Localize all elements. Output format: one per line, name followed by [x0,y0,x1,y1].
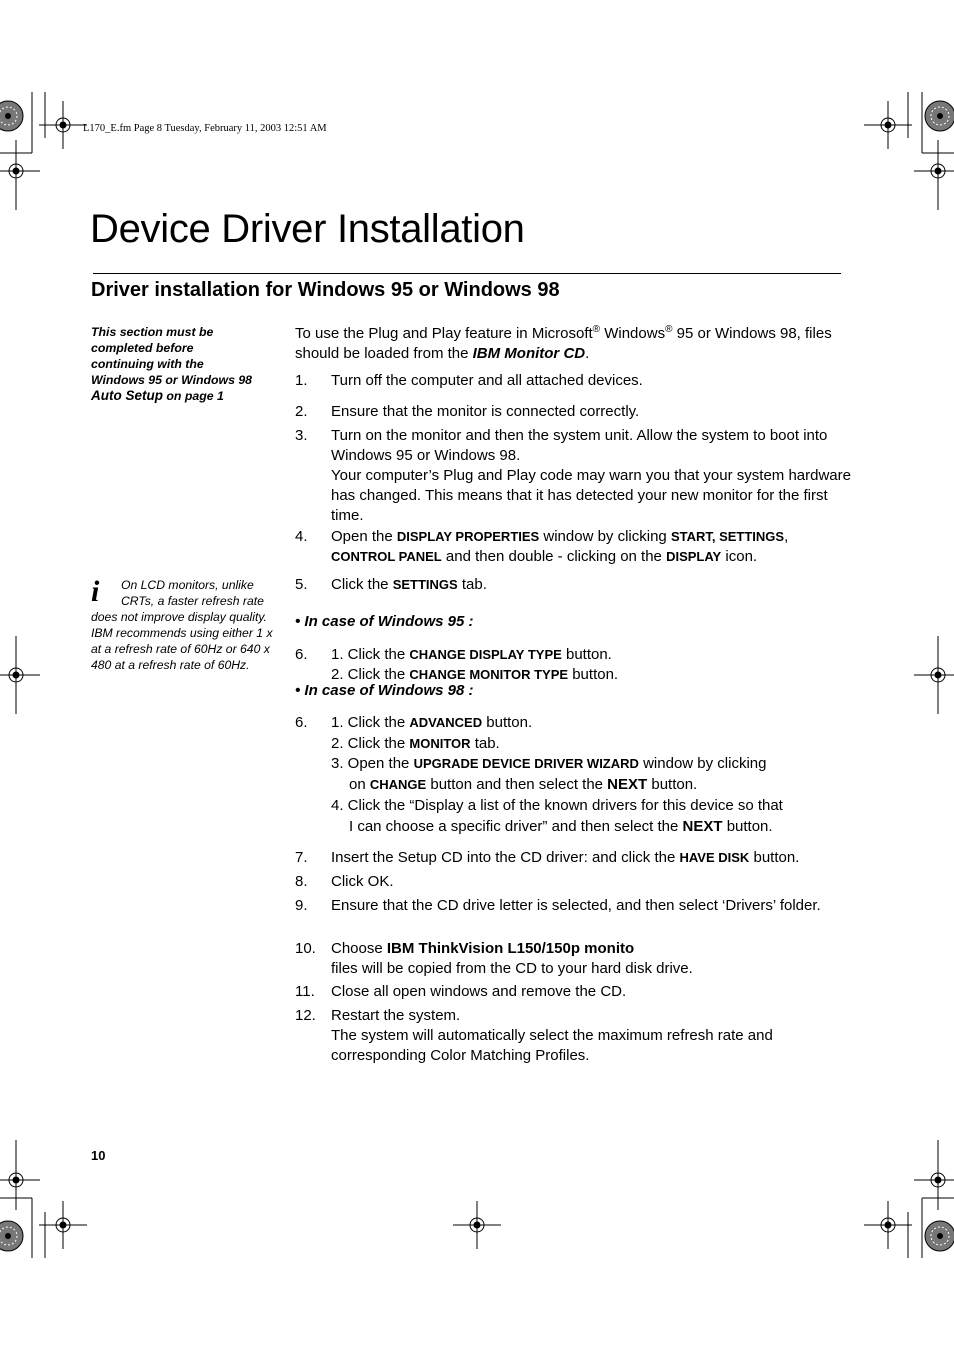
t: 1. Click the [331,714,410,731]
ui-term: ADVANCED [409,715,483,730]
t: icon. [721,548,758,565]
step-number: 2. [295,403,308,420]
intro-paragraph [295,320,855,364]
color-target-icon [925,1221,954,1251]
note-line: continuing with the [91,357,204,371]
note-line: This section must be [91,325,214,339]
t: and then double - clicking on the [441,548,667,565]
crosshair-icon [864,1201,912,1249]
t: tab. [457,576,487,593]
step-text [331,426,851,526]
step-text [331,645,851,685]
intro-text: To use the Plug and Play feature in Microsoft [295,325,593,342]
ui-term: NEXT [607,776,648,794]
t: Choose [331,940,387,957]
t: 2. Click the [331,666,410,683]
t: Insert the Setup CD into the CD driver: and click the [331,849,680,866]
step-text [331,1006,821,1066]
ui-term: UPGRADE DEVICE DRIVER WIZARD [413,756,639,772]
ui-term: DISPLAY PROPERTIES [396,529,540,544]
crosshair-icon [0,1156,40,1204]
crosshair-icon [0,651,40,699]
step-number: 6. [295,714,308,731]
crosshair-icon [39,101,87,149]
crosshair-icon [914,651,954,699]
step-text [331,713,851,837]
step-number: 12. [295,1007,316,1024]
section-prerequisite-note [91,324,252,404]
color-target-icon [925,101,954,131]
step-text-line: Your computer’s Plug and Play code may warn you that your system hardware has changed. This means that it has detected your new monitor for the first time. [331,467,851,524]
crosshair-icon [914,147,954,195]
crosshair-icon [453,1201,501,1249]
crosshair-icon [0,147,40,195]
model-name: IBM ThinkVision L150/150p monito [386,940,635,957]
step-number: 6. [295,646,308,663]
t: button. [482,714,533,731]
t: button. [568,666,619,683]
step-number: 8. [295,873,308,890]
running-header: L170_E.fm Page 8 Tuesday, February 11, 2003 12:51 AM [83,123,327,134]
t: 3. Open the [331,755,414,773]
step-number: 11. [295,983,315,1000]
t: on [349,776,370,794]
note-line: Windows 95 or Windows 98 [91,373,253,387]
t: Open the [331,528,397,545]
t: The system will automatically select the maximum refresh rate and corresponding Color Matching Profiles. [331,1027,773,1064]
ui-term: NEXT [682,817,723,835]
crosshair-icon [914,1156,954,1204]
ui-term: CHANGE [369,777,427,793]
t: 2. Click the [331,734,410,752]
section-heading: Driver installation for Windows 95 or Windows 98 [91,279,560,301]
color-target-icon [0,101,23,131]
case-windows-95: • In case of Windows 95 : [295,613,474,630]
intro-text: . [585,345,590,362]
t: button. [722,817,773,835]
title-rule [93,273,841,274]
ui-term: HAVE DISK [679,850,750,865]
t: Click the [331,576,393,593]
ui-term: SETTINGS [392,577,458,592]
step-text: Turn off the computer and all attached devices. [331,372,643,389]
page-ref: on page 1 [163,389,224,403]
color-target-icon [0,1221,23,1251]
registered-mark: ® [665,324,673,335]
t: button and then select the [426,776,608,794]
crosshair-icon [864,101,912,149]
auto-setup-link[interactable]: Auto Setup [91,388,163,403]
step-number: 9. [295,897,308,914]
intro-text: Windows [600,325,666,342]
page-title: Device Driver Installation [90,207,525,251]
step-text-line: Turn on the monitor and then the system unit. Allow the system to boot into Windows 95 or Windows 98. [331,427,828,464]
registered-mark: ® [592,324,601,335]
ui-term: START, SETTINGS [670,529,785,544]
step-number: 5. [295,576,308,593]
note-text: On LCD monitors, unlike CRTs, a faster refresh rate does not improve display quality. IBM recommends using either 1 x at a refresh rate of 60Hz or 640 x 480 at a refresh rate of 60Hz. [91,578,273,672]
step-text [331,848,861,868]
ui-term: CHANGE DISPLAY TYPE [409,647,562,662]
case-windows-98: • In case of Windows 98 : [295,682,474,699]
t: 1. Click the [331,646,410,663]
ui-term: DISPLAY [666,549,722,564]
t: I can choose a specific driver” and then select the [349,817,683,835]
t: button. [647,776,698,794]
step-text: Ensure that the monitor is connected correctly. [331,403,640,420]
ui-term: CHANGE MONITOR TYPE [409,667,569,682]
crosshair-icon [39,1201,87,1249]
t: 4. Click the “Display a list of the known drivers for this device so that [331,796,783,814]
t: window by clicking [638,755,767,773]
step-number: 4. [295,528,308,545]
t: window by clicking [539,528,671,545]
cd-name: IBM Monitor CD [472,345,586,362]
t: , [784,528,789,545]
step-text: Close all open windows and remove the CD. [331,983,627,1000]
refresh-rate-note [91,577,275,673]
page-number: 10 [91,1148,106,1163]
t: button. [749,849,800,866]
info-icon: i [91,575,100,608]
step-text [331,575,851,595]
step-number: 3. [295,427,308,444]
ui-term: MONITOR [409,735,471,751]
ui-term: CONTROL PANEL [331,549,442,564]
step-text: Ensure that the CD drive letter is selected, and then select ‘Drivers’ folder. [331,897,821,914]
intro-text: 95 or Windows 98, files should be loaded from the [295,325,832,362]
t: tab. [470,734,500,752]
t: Restart the system. [331,1007,461,1024]
step-text [331,939,851,979]
step-text: Click OK. [331,873,394,890]
step-number: 10. [295,940,316,957]
step-number: 1. [295,372,308,389]
note-line: completed before [91,341,194,355]
t: files will be copied from the CD to your hard disk drive. [331,960,693,977]
t: button. [561,646,612,663]
step-text [331,527,851,567]
step-number: 7. [295,849,308,866]
